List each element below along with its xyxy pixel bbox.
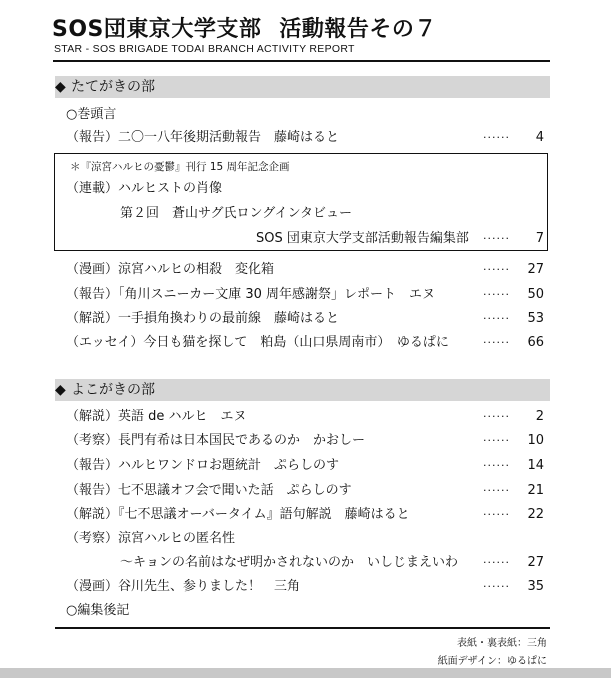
toc-entry (66, 455, 544, 477)
entry-title: （エッセイ）今日も猫を探して 粕島（山口県周南市） ゆるぱに (66, 335, 449, 350)
entry-title: （考察）長門有希は日本国民であるのか かおしー (66, 433, 366, 448)
section-header-yokogaki (55, 379, 550, 401)
entry-title: （報告）二〇一八年後期活動報告 藤崎はると (66, 130, 340, 145)
page-number: 50 (527, 287, 544, 302)
toc-entry (66, 332, 544, 354)
section-header-tategaki (55, 76, 550, 98)
entry-title: ○巻頭言 (66, 107, 117, 122)
leader-dots: ...... (483, 481, 510, 494)
feature-entry (66, 178, 544, 200)
entry-author: SOS 団東京大学支部活動報告編集部 (256, 231, 469, 246)
page-number: 66 (527, 335, 544, 350)
diamond-icon: ◆ (55, 79, 66, 95)
feature-entry-author (66, 228, 544, 250)
leader-dots: ...... (483, 407, 510, 420)
leader-dots: ...... (483, 505, 510, 518)
title-sub: 活動報告その７ (279, 17, 437, 42)
title-main: SOS団東京大学支部 (52, 17, 262, 42)
section-label: たてがきの部 (71, 79, 155, 95)
leader-dots: ...... (483, 229, 510, 242)
header-rule (53, 60, 550, 62)
page-number: 10 (527, 433, 544, 448)
toc-entry (66, 284, 544, 306)
page-number: 53 (527, 311, 544, 326)
footer-rule (55, 627, 550, 629)
leader-dots: ...... (483, 577, 510, 590)
entry-title: （漫画）谷川先生、参りました！ 三角 (66, 579, 301, 594)
toc-entry (66, 504, 544, 526)
page-number: 35 (527, 579, 544, 594)
entry-subtitle: 第２回 蒼山サグ氏ロングインタビュー (120, 206, 353, 221)
toc-entry-sub (66, 552, 544, 574)
toc-entry (66, 600, 544, 622)
leader-dots: ...... (483, 333, 510, 346)
page-number: 27 (527, 262, 544, 277)
page-number: 2 (535, 409, 544, 424)
toc-entry (66, 308, 544, 330)
toc-entry (66, 430, 544, 452)
entry-title: （解説）英語 de ハルヒ エヌ (66, 409, 247, 424)
entry-title: （連載）ハルヒストの肖像 (66, 181, 223, 196)
toc-entry (66, 127, 544, 149)
entry-title: （解説）『七不思議オーバータイム』語句解説 藤崎はると (66, 507, 410, 522)
leader-dots: ...... (483, 553, 510, 566)
toc-entry (66, 576, 544, 598)
page-subtitle: STAR - SOS BRIGADE TODAI BRANCH ACTIVITY REPORT (54, 43, 355, 55)
toc-entry (66, 104, 544, 126)
toc-entry (66, 259, 544, 281)
toc-entry (66, 528, 544, 550)
section-label: よこがきの部 (71, 382, 155, 398)
entry-title: （報告）七不思議オフ会で聞いた話 ぷらしのす (66, 483, 352, 498)
leader-dots: ...... (483, 431, 510, 444)
entry-title: ○編集後記 (66, 603, 130, 618)
page-title (52, 12, 572, 43)
bottom-bar (0, 668, 611, 678)
leader-dots: ...... (483, 309, 510, 322)
entry-title: （報告）「角川スニーカー文庫 30 周年感謝祭」レポート エヌ (66, 287, 436, 302)
leader-dots: ...... (483, 456, 510, 469)
page-number: 7 (535, 231, 544, 246)
feature-note-text: ＊『涼宮ハルヒの憂鬱』刊行 15 周年記念企画 (70, 161, 290, 173)
leader-dots: ...... (483, 260, 510, 273)
toc-entry (66, 406, 544, 428)
entry-subtitle: ～キョンの名前はなぜ明かされないのか いしじまえいわ (120, 555, 459, 570)
leader-dots: ...... (483, 128, 510, 141)
entry-title: （漫画）涼宮ハルヒの相殺 変化箱 (66, 262, 275, 277)
entry-title: （報告）ハルヒワンドロお題統計 ぷらしのす (66, 458, 340, 473)
page-number: 22 (527, 507, 544, 522)
credit-design: 紙面デザイン：ゆるぱに (437, 656, 547, 667)
entry-title: （解説）一手損角換わりの最前線 藤崎はると (66, 311, 340, 326)
leader-dots: ...... (483, 285, 510, 298)
entry-title: （考察）涼宮ハルヒの匿名性 (66, 531, 236, 546)
credit-cover: 表紙・裏表紙：三角 (457, 638, 547, 649)
page-number: 14 (527, 458, 544, 473)
page-number: 27 (527, 555, 544, 570)
diamond-icon: ◆ (55, 382, 66, 398)
page-number: 21 (527, 483, 544, 498)
feature-entry-sub (66, 203, 544, 225)
toc-entry (66, 480, 544, 502)
page-number: 4 (535, 130, 544, 145)
feature-note (70, 156, 540, 178)
